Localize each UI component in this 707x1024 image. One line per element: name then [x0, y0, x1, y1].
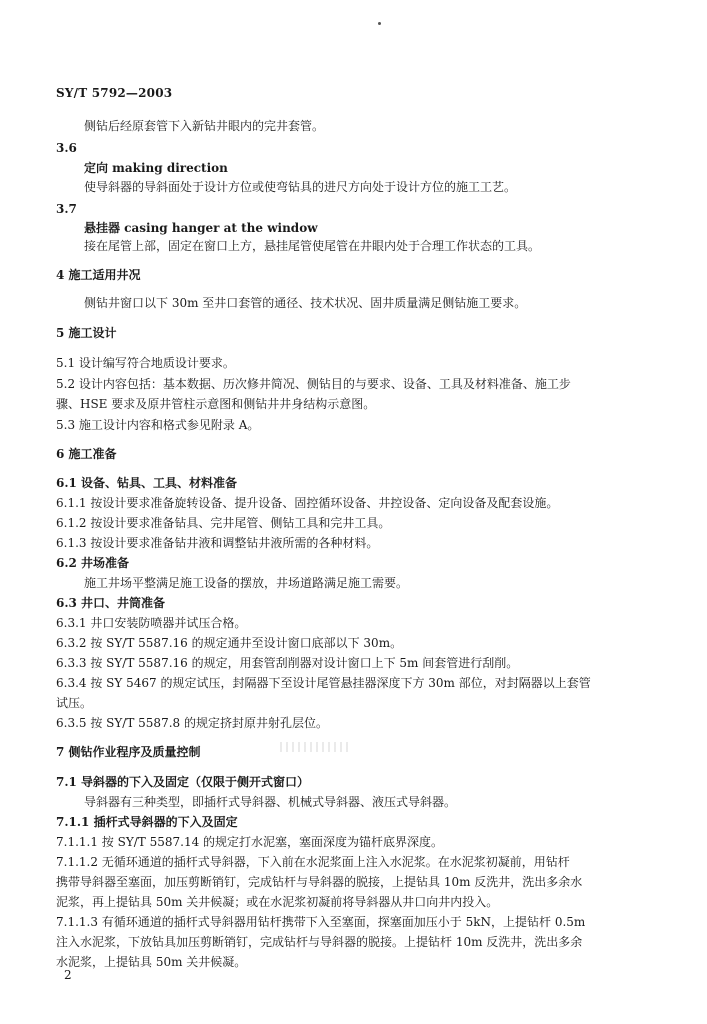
section-heading: 5 施工设计 [56, 326, 117, 340]
page-number: 2 [64, 968, 72, 982]
clause-number: 3.6 [56, 141, 77, 155]
text-line: 携带导斜器至塞面，加压剪断销钉，完成钻杆与导斜器的脱接，上提钻具 10m 反洗井，洗出多余水 [56, 875, 583, 889]
text-line: 5.2 设计内容包括：基本数据、历次修井简况、侧钻目的与要求、设备、工具及材料准备、施工步 [56, 377, 571, 391]
text-line: 5.1 设计编写符合地质设计要求。 [56, 356, 235, 370]
clause-number: 3.7 [56, 202, 77, 216]
section-heading: 6 施工准备 [56, 447, 117, 461]
text-line: 侧钻后经原套管下入新钻井眼内的完井套管。 [84, 119, 325, 133]
subsection-heading: 7.1.1 插杆式导斜器的下入及固定 [56, 815, 238, 829]
text-line: 6.3.2 按 SY/T 5587.16 的规定通井至设计窗口底部以下 30m。 [56, 636, 403, 650]
text-line: 6.1.3 按设计要求准备钻井液和调整钻井液所需的各种材料。 [56, 536, 379, 550]
text-line: 7.1.1.1 按 SY/T 5587.14 的规定打水泥塞，塞面深度为锚杆底界深度。 [56, 835, 444, 849]
text-line: 泥浆，再上提钻具 50m 关井候凝；或在水泥浆初凝前将导斜器从井口向井内投入。 [56, 895, 499, 909]
text-line: 试压。 [56, 696, 93, 710]
text-line: 6.1.1 按设计要求准备旋转设备、提升设备、固控循环设备、井控设备、定向设备及配套设施。 [56, 496, 559, 510]
text-line: 水泥浆，上提钻具 50m 关井候凝。 [56, 955, 247, 969]
subsection-heading: 6.1 设备、钻具、工具、材料准备 [56, 476, 238, 490]
text-line: 5.3 施工设计内容和格式参见附录 A。 [56, 418, 260, 432]
text-line: 使导斜器的导斜面处于设计方位或使弯钻具的进尺方向处于设计方位的施工工艺。 [84, 180, 517, 194]
text-line: 骤、HSE 要求及原井管柱示意图和侧钻井井身结构示意图。 [56, 397, 376, 411]
text-line: 接在尾管上部，固定在窗口上方，悬挂尾管使尾管在井眼内处于合理工作状态的工具。 [84, 239, 541, 253]
text-line: 7.1.1.2 无循环通道的插杆式导斜器，下入前在水泥浆面上注入水泥浆。在水泥浆初凝前，用钻杆 [56, 855, 570, 869]
scan-noise [280, 742, 350, 752]
subsection-heading: 6.2 井场准备 [56, 556, 130, 570]
text-line: 侧钻井窗口以下 30m 至井口套管的通径、技术状况、固井质量满足侧钻施工要求。 [84, 296, 527, 310]
section-heading: 7 侧钻作业程序及质量控制 [56, 745, 201, 759]
text-line: 6.3.5 按 SY/T 5587.8 的规定挤封原井射孔层位。 [56, 716, 328, 730]
text-line: 导斜器有三种类型，即插杆式导斜器、机械式导斜器、液压式导斜器。 [84, 795, 457, 809]
subsection-heading: 6.3 井口、井筒准备 [56, 596, 166, 610]
standard-code-header: SY/T 5792—2003 [56, 86, 173, 100]
scan-speck [378, 22, 381, 25]
section-heading: 4 施工适用井况 [56, 268, 141, 282]
text-line: 施工井场平整满足施工设备的摆放，井场道路满足施工需要。 [84, 576, 409, 590]
text-line: 6.1.2 按设计要求准备钻具、完井尾管、侧钻工具和完井工具。 [56, 516, 391, 530]
text-line: 6.3.3 按 SY/T 5587.16 的规定，用套管刮削器对设计窗口上下 5m 间套管进行刮削。 [56, 656, 519, 670]
text-line: 6.3.1 井口安装防喷器并试压合格。 [56, 616, 247, 630]
text-line: 注入水泥浆，下放钻具加压剪断销钉，完成钻杆与导斜器的脱接。上提钻杆 10m 反洗井，洗出多余 [56, 935, 583, 949]
text-line: 7.1.1.3 有循环通道的插杆式导斜器用钻杆携带下入至塞面，探塞面加压小于 5kN，上提钻杆 0.5m [56, 915, 586, 929]
term-heading: 定向 making direction [84, 161, 228, 175]
text-line: 6.3.4 按 SY 5467 的规定试压，封隔器下至设计尾管悬挂器深度下方 30m 部位，对封隔器以上套管 [56, 676, 591, 690]
term-heading: 悬挂器 casing hanger at the window [84, 221, 318, 235]
subsection-heading: 7.1 导斜器的下入及固定（仅限于侧开式窗口） [56, 775, 310, 789]
